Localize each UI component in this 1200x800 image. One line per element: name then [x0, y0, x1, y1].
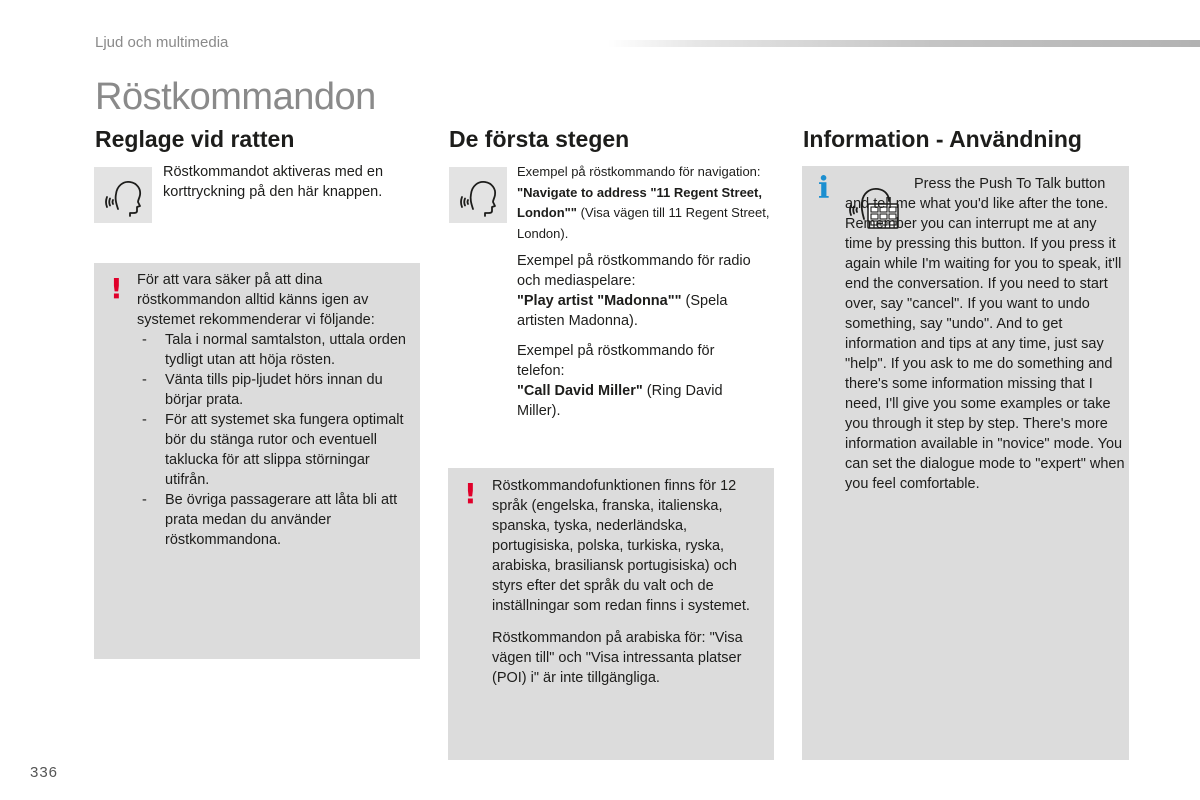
voice-command-icon — [449, 167, 507, 223]
warning-languages-content — [492, 476, 762, 688]
warning-intro: För att vara säker på att dina röstkommandon alltid känns igen av systemet rekommenderar vi följande: — [137, 272, 375, 328]
warning-exclamation-icon: ! — [464, 477, 477, 510]
radio-translation: (Spela artisten Madonna). — [517, 293, 728, 329]
page-title: Röstkommandon — [95, 76, 376, 118]
list-item: - Vänta tills pip-ljudet hörs innan du börjar prata. — [137, 370, 407, 410]
recommendation-list — [137, 330, 407, 550]
controls-intro-text: Röstkommandot aktiveras med en korttryckning på den här knappen. — [163, 164, 384, 200]
languages-text: Röstkommandofunktionen finns för 12 språk (engelska, franska, italienska, spanska, tyska, nederländska, portugisiska, polska, turkiska, ryska, arabiska, brasiliansk portugisiska) och styrs efter det språk du valt och de inställningar som redan finns i systemet. — [492, 478, 750, 614]
navigation-command: "Navigate to address "11 Regent Street, London"" — [517, 184, 762, 220]
radio-example — [517, 251, 772, 331]
warning-exclamation-icon: ! — [110, 272, 123, 305]
warning-content — [137, 270, 407, 550]
arabic-note: Röstkommandon på arabiska för: "Visa vägen till" och "Visa intressanta platser (POI) i" är inte tillgängliga. — [492, 630, 743, 686]
warning-box-languages — [448, 468, 774, 760]
warning-box-recommendations — [94, 263, 420, 659]
column-heading-first-steps: De första stegen — [449, 126, 630, 152]
column-heading-controls: Reglage vid ratten — [95, 126, 295, 152]
phone-example — [517, 341, 757, 421]
list-item: - Be övriga passagerare att låta bli att prata medan du använder röstkommandona. — [137, 490, 407, 550]
navigation-translation: (Visa vägen till 11 Regent Street, London). — [517, 205, 770, 241]
phone-command: "Call David Miller" — [517, 383, 643, 399]
navigation-example — [517, 162, 777, 244]
phone-translation: (Ring David Miller). — [517, 383, 723, 419]
radio-intro: Exempel på röstkommando för radio och mediaspelare: — [517, 253, 751, 289]
list-item: - För att systemet ska fungera optimalt bör du stänga rutor och eventuell taklucka för att slippa störningar utifrån. — [137, 410, 407, 490]
column-heading-information: Information - Användning — [803, 126, 1082, 152]
radio-command: "Play artist "Madonna"" — [517, 293, 682, 309]
phone-intro: Exempel på röstkommando för telefon: — [517, 343, 715, 379]
info-box — [802, 166, 1129, 760]
voice-command-icon — [94, 167, 152, 223]
info-icon: i — [818, 171, 830, 206]
page-number: 336 — [30, 764, 59, 781]
header-bar — [608, 40, 1200, 47]
navigation-intro: Exempel på röstkommando för navigation: — [517, 164, 761, 179]
info-text: Press the Push To Talk button and tell me what you'd like after the tone. Remember you can interrupt me at any time by pressing this button. If you press it again while I'm waiting for you to speak, it'll end the conversation. If you need to start over, say "cancel". If you want to undo something, say "undo". And to get information and tips at any time, just say "help". If you ask to me do something and there's some information missing that I need, I'll give you some examples or take you through it step by step. There's more information available in "novice" mode. You can set the dialogue mode to "expert" when you feel comfortable. — [845, 176, 1125, 492]
section-label: Ljud och multimedia — [95, 34, 229, 51]
list-item: - Tala i normal samtalston, uttala orden tydligt utan att höja rösten. — [137, 330, 407, 370]
